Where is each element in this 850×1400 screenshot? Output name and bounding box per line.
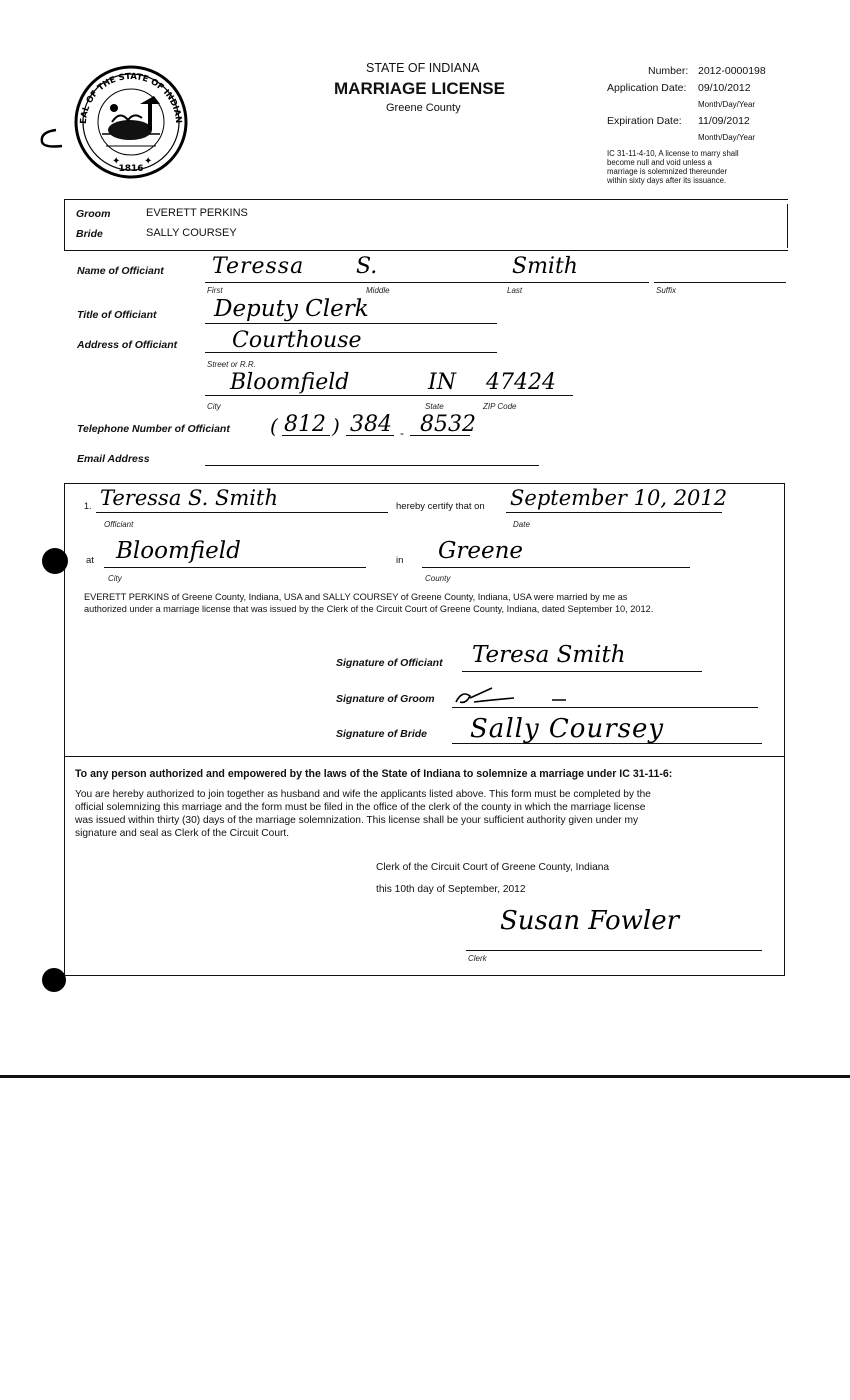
state-caption: State xyxy=(425,402,444,411)
statute-notice-line: become null and void unless a xyxy=(607,158,712,167)
date-format-caption: Month/Day/Year xyxy=(698,100,756,109)
state-heading: STATE OF INDIANA xyxy=(366,61,480,75)
county-heading: Greene County xyxy=(386,102,461,114)
statute-notice-line: IC 31-11-4-10, A license to marry shall xyxy=(607,149,739,158)
application-date-label: Application Date: xyxy=(607,82,687,94)
groom-label: Groom xyxy=(76,208,111,220)
street-caption: Street or R.R. xyxy=(207,360,256,369)
officiant-address-label: Address of Officiant xyxy=(77,339,178,351)
email-label: Email Address xyxy=(77,453,150,465)
officiant-street-value: Courthouse xyxy=(232,328,362,353)
authorization-heading: To any person authorized and empowered by the laws of the State of Indiana to solemnize a marriage under IC 31-11-6: xyxy=(75,768,673,780)
suffix-caption: Suffix xyxy=(656,286,677,295)
certify-text: hereby certify that on xyxy=(396,501,485,512)
phone-dash: - xyxy=(400,426,404,440)
officiant-title-value: Deputy Clerk xyxy=(214,296,369,322)
groom-signature-label: Signature of Groom xyxy=(336,693,435,705)
certifying-officiant-name: Teressa S. Smith xyxy=(100,486,278,510)
phone-line-number: 8532 xyxy=(420,412,476,437)
phone-close-paren: ) xyxy=(332,414,340,438)
bride-signature: Sally Coursey xyxy=(470,714,665,744)
officiant-city-value: Bloomfield xyxy=(230,370,350,395)
clerk-signature: Susan Fowler xyxy=(500,906,680,936)
officiant-middle-name: S. xyxy=(356,254,378,279)
statute-notice-line: marriage is solemnized thereunder xyxy=(607,167,728,176)
document-title: MARRIAGE LICENSE xyxy=(334,79,505,98)
officiant-caption: Officiant xyxy=(104,520,134,529)
marriage-city: Bloomfield xyxy=(116,538,241,564)
marriage-county: Greene xyxy=(438,538,524,564)
phone-open-paren: ( xyxy=(270,414,278,438)
officiant-signature: Teresa Smith xyxy=(472,642,626,668)
officiant-first-name: Teressa xyxy=(212,254,305,279)
officiant-last-name: Smith xyxy=(512,254,578,279)
bride-signature-label: Signature of Bride xyxy=(336,728,428,740)
statute-notice-line: within sixty days after its issuance. xyxy=(607,176,727,185)
expiration-date-value: 11/09/2012 xyxy=(698,115,750,127)
phone-area-code: 812 xyxy=(284,412,326,437)
page-bottom-rule xyxy=(0,1075,850,1078)
officiant-name-label: Name of Officiant xyxy=(77,265,164,277)
county-caption: County xyxy=(425,574,451,583)
officiant-state-value: IN xyxy=(428,370,456,395)
marriage-statement-line: EVERETT PERKINS of Greene County, Indiana, USA and SALLY COURSEY of Greene County, Indiana, USA were married by me as xyxy=(84,592,628,602)
marriage-statement-line: authorized under a marriage license that was issued by the Clerk of the Circuit Court of Greene County, Indiana, dated September 10, 2012. xyxy=(84,604,654,614)
middle-caption: Middle xyxy=(366,286,390,295)
at-text: at xyxy=(86,555,94,566)
date-format-caption: Month/Day/Year xyxy=(698,133,756,142)
scan-mark xyxy=(36,124,66,154)
city-caption: City xyxy=(108,574,122,583)
clerk-of-court-line: Clerk of the Circuit Court of Greene County, Indiana xyxy=(376,862,610,873)
marriage-date: September 10, 2012 xyxy=(510,486,728,510)
authorization-body-line: signature and seal as Clerk of the Circuit Court. xyxy=(75,828,290,839)
bride-name: SALLY COURSEY xyxy=(146,227,237,239)
bride-label: Bride xyxy=(76,228,103,240)
number-label: Number: xyxy=(648,65,689,77)
last-caption: Last xyxy=(507,286,523,295)
zip-caption: ZIP Code xyxy=(483,402,517,411)
seal-top-text: EAL OF THE STATE OF INDIAN xyxy=(78,71,184,125)
certification-number: 1. xyxy=(84,501,92,511)
scan-blot xyxy=(42,548,68,574)
officiant-zip-value: 47424 xyxy=(486,370,556,395)
groom-signature-mark xyxy=(452,680,582,710)
seal-year: 1816 xyxy=(118,164,144,174)
in-text: in xyxy=(396,555,404,566)
phone-prefix: 384 xyxy=(350,412,392,437)
scan-blot xyxy=(42,968,66,992)
state-seal xyxy=(68,62,194,180)
first-caption: First xyxy=(207,286,223,295)
officiant-phone-label: Telephone Number of Officiant xyxy=(77,423,230,435)
clerk-caption: Clerk xyxy=(468,954,487,963)
authorization-body-line: was issued within thirty (30) days of the marriage solemnization. This license shall be your sufficient authority given under my xyxy=(75,815,639,826)
expiration-date-label: Expiration Date: xyxy=(607,115,682,127)
city-caption: City xyxy=(207,402,221,411)
authorization-body-line: You are hereby authorized to join together as husband and wife the applicants listed above. This form must be completed by the xyxy=(75,789,651,800)
officiant-title-label: Title of Officiant xyxy=(77,309,157,321)
issue-date-line: this 10th day of September, 2012 xyxy=(376,884,526,895)
svg-text:✦: ✦ xyxy=(112,156,121,167)
authorization-body-line: official solemnizing this marriage and the form must be filed in the office of the clerk of the county in which the marriage license xyxy=(75,802,646,813)
certification-box xyxy=(64,483,785,757)
date-caption: Date xyxy=(513,520,530,529)
officiant-signature-label: Signature of Officiant xyxy=(336,657,443,669)
number-value: 2012-0000198 xyxy=(698,65,766,77)
groom-name: EVERETT PERKINS xyxy=(146,207,248,219)
svg-text:✦: ✦ xyxy=(144,156,153,167)
application-date-value: 09/10/2012 xyxy=(698,82,751,94)
